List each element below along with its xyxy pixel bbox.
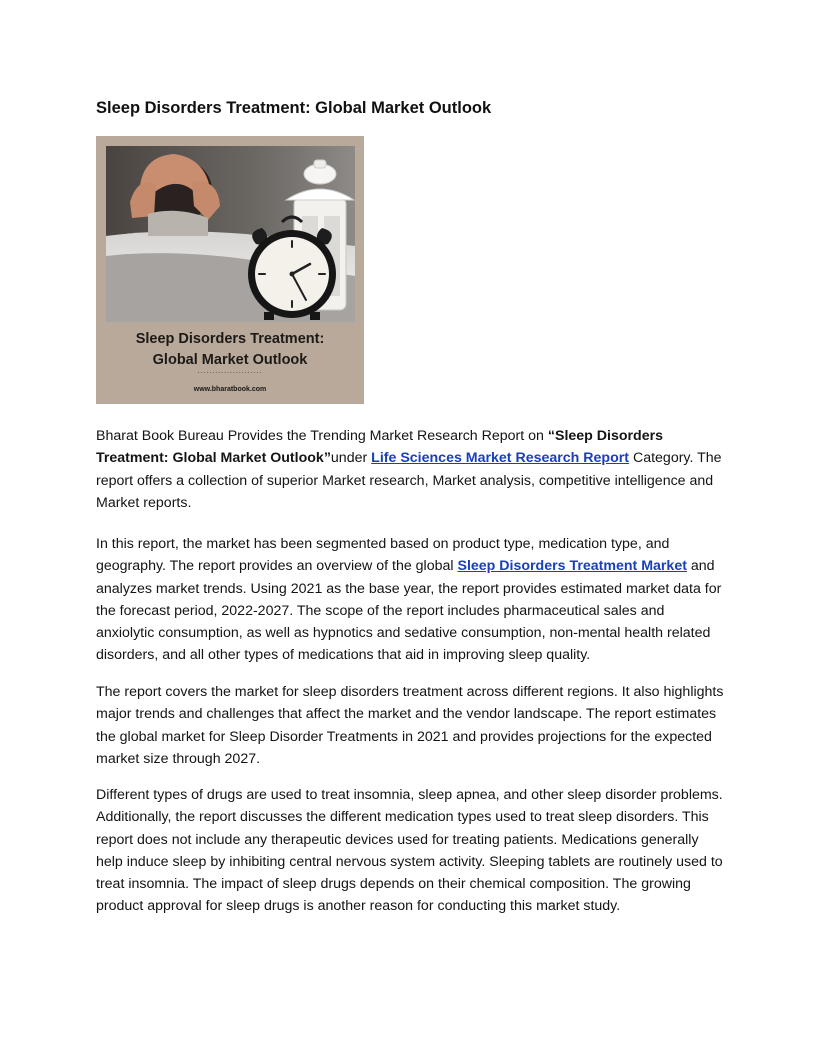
cover-title-line2: Global Market Outlook xyxy=(152,352,308,368)
report-name-bold: “Sleep Disorders Treatment: Global Market Outlook” xyxy=(96,428,664,467)
segmentation-text-end: and analyzes market trends. Using 2021 as the base year, the report provides estimated market data for the forecast period, 2022-2027. The scope of the report includes pharmaceutical sales and anxiolytic consumption, as well as hypnotics and sedative consumption, non-mental health related disorders, and all other types of medications that aid in improving sleep quality. xyxy=(96,558,722,664)
intro-text: Bharat Book Bureau Provides the Trending Market Research Report on xyxy=(96,428,548,444)
cover-divider: ...................... xyxy=(197,368,263,375)
cover-title-line1: Sleep Disorders Treatment: xyxy=(135,331,325,347)
segmentation-paragraph xyxy=(96,533,724,667)
life-sciences-report-link[interactable]: Life Sciences Market Research Report xyxy=(371,450,630,467)
drugs-paragraph: Different types of drugs are used to treat insomnia, sleep apnea, and other sleep disorder problems. Additionally, the report discusses the different medication types used to treat sleep disorders. This report does not include any therapeutic devices used for treating patients. Medications generally help induce sleep by inhibiting central nervous system activity. Sleeping tablets are routinely used to treat insomnia. The impact of sleep drugs depends on their chemical composition. The growing product approval for sleep drugs is another reason for conducting this market study. xyxy=(96,787,723,915)
cover-image xyxy=(96,136,364,404)
intro-text-under: under xyxy=(330,450,372,467)
page-title: Sleep Disorders Treatment: Global Market Outlook xyxy=(96,99,492,117)
intro-paragraph xyxy=(96,425,724,514)
intro-text-end: Category. The report offers a collection of superior Market research, Market analysis, competitive intelligence and Market reports. xyxy=(96,450,722,511)
regions-paragraph: The report covers the market for sleep disorders treatment across different regions. It also highlights major trends and challenges that affect the market and the vendor landscape. The report estimates the global market for Sleep Disorder Treatments in 2021 and provides projections for the expected market size through 2027. xyxy=(96,684,724,767)
sleepless-person-alarm-clock-photo xyxy=(96,136,364,326)
cover-url: www.bharatbook.com xyxy=(193,386,267,393)
segmentation-text: In this report, the market has been segmented based on product type, medication type, and geography. The report provides an overview of the global xyxy=(96,536,670,575)
cover-title xyxy=(96,329,364,371)
sleep-disorders-market-link[interactable]: Sleep Disorders Treatment Market xyxy=(457,558,687,575)
